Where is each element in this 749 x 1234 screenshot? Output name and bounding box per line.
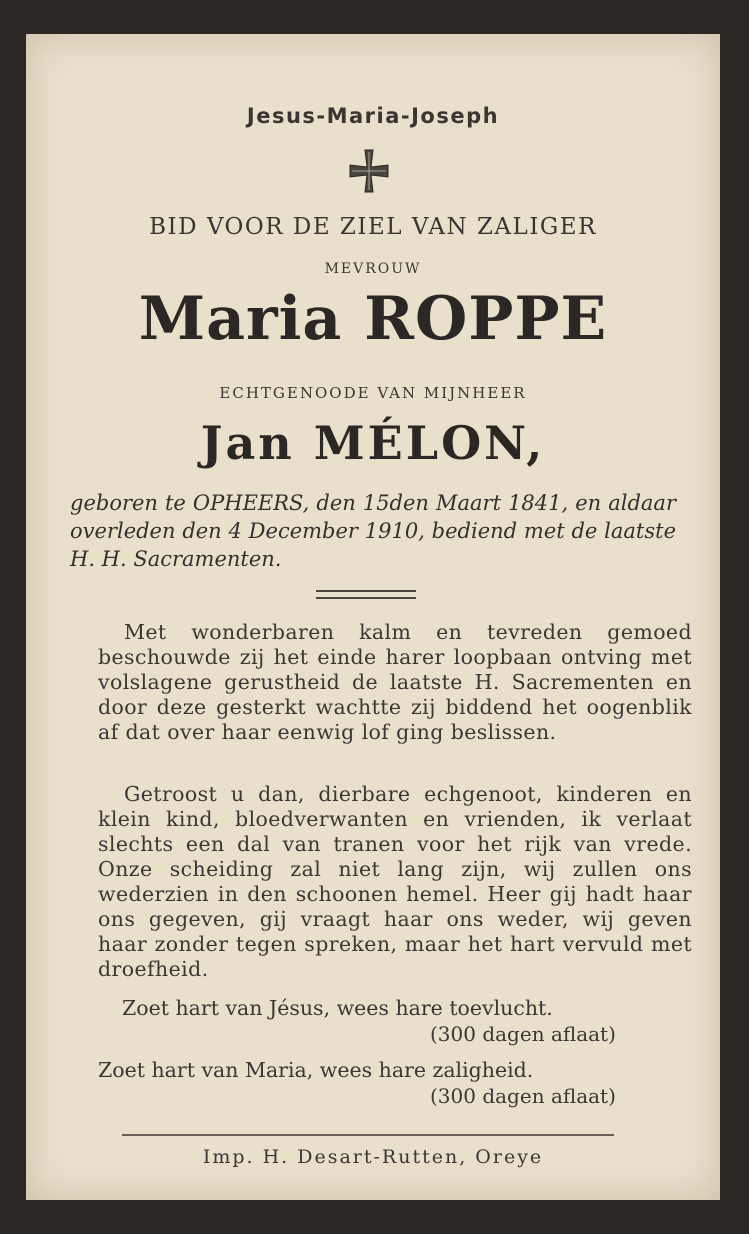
indulgence: (300 dagen aflaat) bbox=[430, 1084, 616, 1108]
relation: ECHTGENOODE VAN MIJNHEER bbox=[219, 384, 527, 402]
prayer-line: Zoet hart van Jésus, wees hare toevlucht. bbox=[122, 996, 553, 1020]
prayer-line: Zoet hart van Maria, wees hare zaligheid. bbox=[98, 1058, 534, 1082]
deceased-name: Maria ROPPE bbox=[138, 284, 608, 354]
prayer-request: BID VOOR DE ZIEL VAN ZALIGER bbox=[149, 214, 597, 240]
title: MEVROUW bbox=[324, 261, 422, 277]
divider bbox=[316, 590, 416, 604]
birth-death-text: geboren te OPHEERS, den 15den Maart 1841, en aldaar overleden den 4 December 1910, bediend met de laatste H. H. Sacramenten. bbox=[70, 491, 676, 571]
cross-pattee-icon bbox=[344, 146, 394, 196]
paragraph: Getroost u dan, dierbare echgenoot, kinderen en klein kind, bloedverwanten en vrienden, ik verlaat slechts een dal van tranen voor het rijk van vrede. Onze scheiding zal niet lang zijn, wij zullen ons wederzien in den schoonen hemel. Heer gij hadt haar ons gegeven, gij vraagt haar ons weder, wij geven haar zonder tegen spreken, maar het hart vervuld met droefheid. bbox=[98, 782, 692, 981]
printer-imprint: Imp. H. Desart-Rutten, Oreye bbox=[202, 1146, 544, 1168]
spouse-name: Jan MÉLON, bbox=[200, 416, 546, 470]
indulgence: (300 dagen aflaat) bbox=[430, 1022, 616, 1046]
divider bbox=[122, 1134, 614, 1136]
memorial-card bbox=[26, 34, 720, 1200]
paragraph: Met wonderbaren kalm en tevreden gemoed beschouwde zij het einde harer loopbaan ontving met volslagene gerustheid de laatste H. Sacrementen en door deze gesterkt wachtte zij biddend het oogenblik af dat over haar eenwig lof ging beslissen. bbox=[98, 620, 692, 744]
header-text: Jesus-Maria-Joseph bbox=[246, 104, 500, 128]
